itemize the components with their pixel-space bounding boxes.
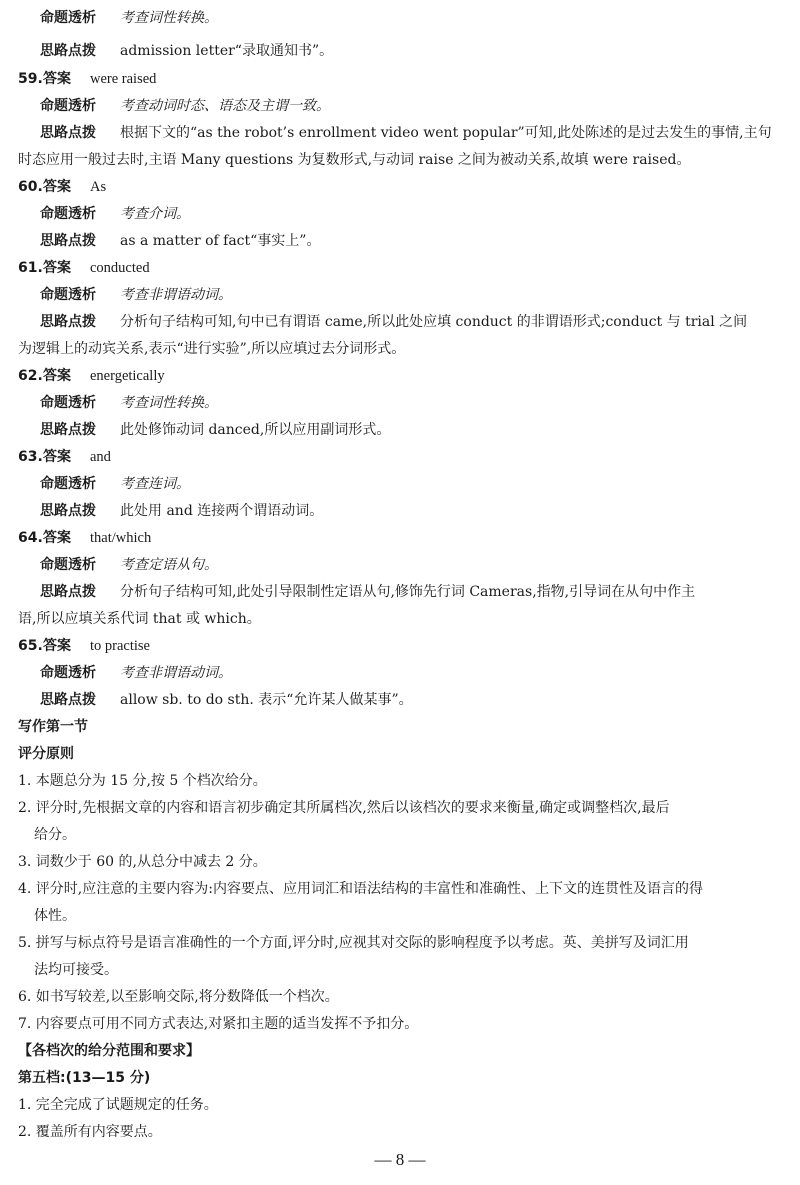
rule-text: 1. 本题总分为 15 分,按 5 个档次给分。 (18, 773, 267, 789)
hint-text-cont: 为逻辑上的动宾关系,表示“进行实验”,所以应填过去分词形式。 (18, 341, 406, 357)
rule-item-cont (0, 903, 800, 930)
hint-continuation (0, 336, 800, 363)
hint-text: 分析句子结构可知,句中已有谓语 came,所以此处应填 conduct 的非谓语形式;conduct 与 trial 之间 (120, 314, 748, 330)
page-number: — 8 — (374, 1150, 426, 1169)
hint-continuation (0, 606, 800, 633)
analysis-text: 考查非谓语动词。 (120, 287, 232, 303)
rule-text: 7. 内容要点可用不同方式表达,对紧扣主题的适当发挥不予扣分。 (18, 1016, 419, 1032)
level5-item (0, 1092, 800, 1119)
answer-row-60 (0, 174, 800, 201)
answer-row-61 (0, 255, 800, 282)
answer-label: 答案 (43, 449, 71, 465)
analysis-row (0, 201, 800, 228)
analysis-row (0, 390, 800, 417)
rule-item (0, 1011, 800, 1038)
principles-heading (0, 741, 800, 768)
hint-text-cont: 语,所以应填关系代词 that 或 which。 (18, 611, 261, 627)
answer-row-59 (0, 66, 800, 93)
rule-text: 2. 评分时,先根据文章的内容和语言初步确定其所属档次,然后以该档次的要求来衡量,确定或调整档次,最后 (18, 800, 670, 816)
principles-title: 评分原则 (18, 746, 74, 762)
analysis-label: 命题透析 (40, 10, 96, 26)
analysis-label: 命题透析 (40, 557, 96, 573)
hint-row (0, 309, 800, 336)
question-number: 60. (18, 179, 43, 195)
hint-text: 此处用 and 连接两个谓语动词。 (120, 503, 324, 519)
analysis-row (0, 282, 800, 309)
hint-row (0, 228, 800, 255)
level5-heading (0, 1065, 800, 1092)
question-number: 59. (18, 71, 43, 87)
section-title (0, 714, 800, 741)
analysis-label: 命题透析 (40, 665, 96, 681)
answer-label: 答案 (43, 638, 71, 654)
answer-value: energetically (90, 368, 165, 384)
question-number: 63. (18, 449, 43, 465)
rule-item (0, 768, 800, 795)
hint-label: 思路点拨 (40, 43, 96, 59)
answer-value: and (90, 449, 111, 465)
rule-item (0, 876, 800, 903)
hint-row (0, 579, 800, 606)
answer-value: conducted (90, 260, 150, 276)
question-number: 62. (18, 368, 43, 384)
hint-text: 分析句子结构可知,此处引导限制性定语从句,修饰先行词 Cameras,指物,引导词在从句中作主 (120, 584, 696, 600)
level5-item (0, 1119, 800, 1146)
rule-item (0, 795, 800, 822)
analysis-label: 命题透析 (40, 395, 96, 411)
answer-label: 答案 (43, 368, 71, 384)
answer-row-64 (0, 525, 800, 552)
hint-row (0, 417, 800, 444)
rule-text: 3. 词数少于 60 的,从总分中减去 2 分。 (18, 854, 267, 870)
hint-label: 思路点拨 (40, 233, 96, 249)
question-number: 61. (18, 260, 43, 276)
analysis-text: 考查连词。 (120, 476, 190, 492)
hint-label: 思路点拨 (40, 503, 96, 519)
hint-text-cont: 时态应用一般过去时,主语 Many questions 为复数形式,与动词 raise 之间为被动关系,故填 were raised。 (18, 152, 691, 168)
analysis-label: 命题透析 (40, 206, 96, 222)
rule-item (0, 849, 800, 876)
rule-text-cont: 体性。 (34, 908, 76, 924)
hint-row (0, 498, 800, 525)
rule-text: 5. 拼写与标点符号是语言准确性的一个方面,评分时,应视其对交际的影响程度予以考虑。英、美拼写及词汇用 (18, 935, 689, 951)
hint-label: 思路点拨 (40, 692, 96, 708)
analysis-row (0, 660, 800, 687)
hint-row (0, 120, 800, 147)
answer-label: 答案 (43, 71, 71, 87)
hint-text: 根据下文的“as the robot’s enrollment video went popular”可知,此处陈述的是过去发生的事情,主句 (120, 125, 772, 141)
answer-label: 答案 (43, 260, 71, 276)
answer-row-62 (0, 363, 800, 390)
rule-text: 6. 如书写较差,以至影响交际,将分数降低一个档次。 (18, 989, 339, 1005)
rule-text: 4. 评分时,应注意的主要内容为:内容要点、应用词汇和语法结构的丰富性和准确性、上下文的连贯性及语言的得 (18, 881, 703, 897)
hint-label: 思路点拨 (40, 584, 96, 600)
question-number: 64. (18, 530, 43, 546)
hint-continuation (0, 147, 800, 174)
question-number: 65. (18, 638, 43, 654)
levels-title: 【各档次的给分范围和要求】 (18, 1043, 200, 1059)
analysis-label: 命题透析 (40, 98, 96, 114)
answer-value: that/which (90, 530, 152, 546)
analysis-label: 命题透析 (40, 476, 96, 492)
level5-item-text: 1. 完全完成了试题规定的任务。 (18, 1097, 218, 1113)
rule-item (0, 930, 800, 957)
hint-label: 思路点拨 (40, 125, 96, 141)
hint-row (0, 687, 800, 714)
analysis-row (0, 552, 800, 579)
hint-label: 思路点拨 (40, 314, 96, 330)
analysis-text: 考查词性转换。 (120, 395, 218, 411)
hint-text: admission letter“录取通知书”。 (120, 43, 334, 59)
answer-label: 答案 (43, 179, 71, 195)
hint-text: 此处修饰动词 danced,所以应用副词形式。 (120, 422, 391, 438)
analysis-text: 考查介词。 (120, 206, 190, 222)
levels-heading (0, 1038, 800, 1065)
analysis-text: 考查非谓语动词。 (120, 665, 232, 681)
answer-value: As (90, 179, 107, 195)
rule-text-cont: 给分。 (34, 827, 76, 843)
level5-title: 第五档:(13—15 分) (18, 1070, 151, 1086)
rule-item-cont (0, 957, 800, 984)
level5-item-text: 2. 覆盖所有内容要点。 (18, 1124, 162, 1140)
hint-label: 思路点拨 (40, 422, 96, 438)
analysis-row (0, 5, 800, 32)
hint-text: as a matter of fact“事实上”。 (120, 233, 321, 249)
analysis-label: 命题透析 (40, 287, 96, 303)
rule-item-cont (0, 822, 800, 849)
analysis-row (0, 93, 800, 120)
analysis-text: 考查动词时态、语态及主谓一致。 (120, 98, 330, 114)
rule-text-cont: 法均可接受。 (34, 962, 118, 978)
analysis-text: 考查词性转换。 (120, 10, 218, 26)
answer-value: were raised (90, 71, 157, 87)
hint-row (0, 38, 800, 65)
analysis-row (0, 471, 800, 498)
answer-label: 答案 (43, 530, 71, 546)
answer-row-65 (0, 633, 800, 660)
hint-text: allow sb. to do sth. 表示“允许某人做某事”。 (120, 692, 413, 708)
writing-section-title: 写作第一节 (18, 719, 88, 735)
analysis-text: 考查定语从句。 (120, 557, 218, 573)
answer-value: to practise (90, 638, 150, 654)
answer-row-63 (0, 444, 800, 471)
rule-item (0, 984, 800, 1011)
